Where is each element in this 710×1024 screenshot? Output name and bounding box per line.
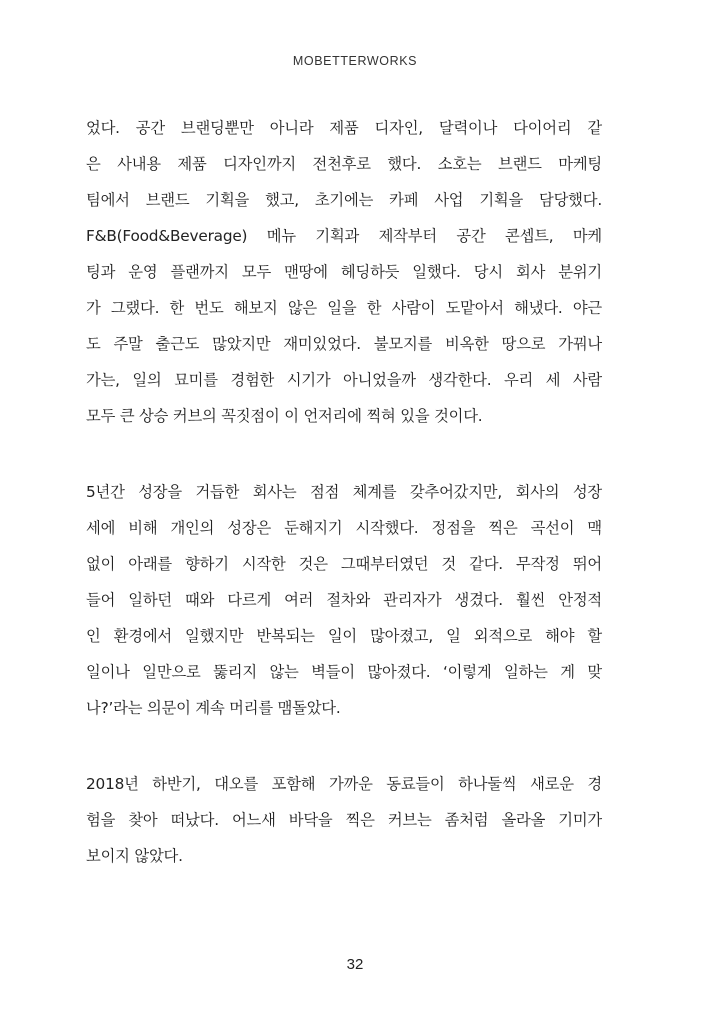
paragraph-3 [86, 766, 602, 874]
body-text [86, 110, 602, 914]
text-line: 모두 큰 상승 커브의 꼭짓점이 이 언저리에 찍혀 있을 것이다. [86, 407, 483, 425]
text-line: 없이 아래를 향하기 시작한 것은 그때부터였던 것 같다. 무작정 뛰어 [86, 555, 602, 573]
text-line: 나?’라는 의문이 계속 머리를 맴돌았다. [86, 699, 341, 717]
text-line: F&B(Food&Beverage) 메뉴 기획과 제작부터 공간 콘셉트, 마케 [86, 227, 602, 245]
page-number: 32 [346, 956, 364, 973]
text-line: 팀에서 브랜드 기획을 했고, 초기에는 카페 사업 기획을 담당했다. [86, 191, 602, 209]
text-line: 가 그랬다. 한 번도 해보지 않은 일을 한 사람이 도맡아서 해냈다. 야근 [86, 299, 602, 317]
text-line: 5년간 성장을 거듭한 회사는 점점 체계를 갖추어갔지만, 회사의 성장 [86, 483, 602, 501]
text-line: 인 환경에서 일했지만 반복되는 일이 많아졌고, 일 외적으로 해야 할 [86, 627, 602, 645]
text-line: 들어 일하던 때와 다르게 여러 절차와 관리자가 생겼다. 훨씬 안정적 [86, 591, 602, 609]
text-line: 보이지 않았다. [86, 847, 183, 865]
text-line: 도 주말 출근도 많았지만 재미있었다. 불모지를 비옥한 땅으로 가꿔나 [86, 335, 602, 353]
text-line: 험을 찾아 떠났다. 어느새 바닥을 찍은 커브는 좀처럼 올라올 기미가 [86, 811, 602, 829]
paragraph-1 [86, 110, 602, 434]
paragraph-2 [86, 474, 602, 726]
text-line: 었다. 공간 브랜딩뿐만 아니라 제품 디자인, 달력이나 다이어리 같 [86, 119, 602, 137]
text-line: 가는, 일의 묘미를 경험한 시기가 아니었을까 생각한다. 우리 세 사람 [86, 371, 602, 389]
text-line: 팅과 운영 플랜까지 모두 맨땅에 헤딩하듯 일했다. 당시 회사 분위기 [86, 263, 602, 281]
running-header: MOBETTERWORKS [292, 54, 418, 68]
text-line: 은 사내용 제품 디자인까지 전천후로 했다. 소호는 브랜드 마케팅 [86, 155, 602, 173]
text-line: 2018년 하반기, 대오를 포함해 가까운 동료들이 하나둘씩 새로운 경 [86, 775, 602, 793]
text-line: 일이나 일만으로 뚫리지 않는 벽들이 많아졌다. ‘이렇게 일하는 게 맞 [86, 663, 602, 681]
text-line: 세에 비해 개인의 성장은 둔해지기 시작했다. 정점을 찍은 곡선이 맥 [86, 519, 602, 537]
